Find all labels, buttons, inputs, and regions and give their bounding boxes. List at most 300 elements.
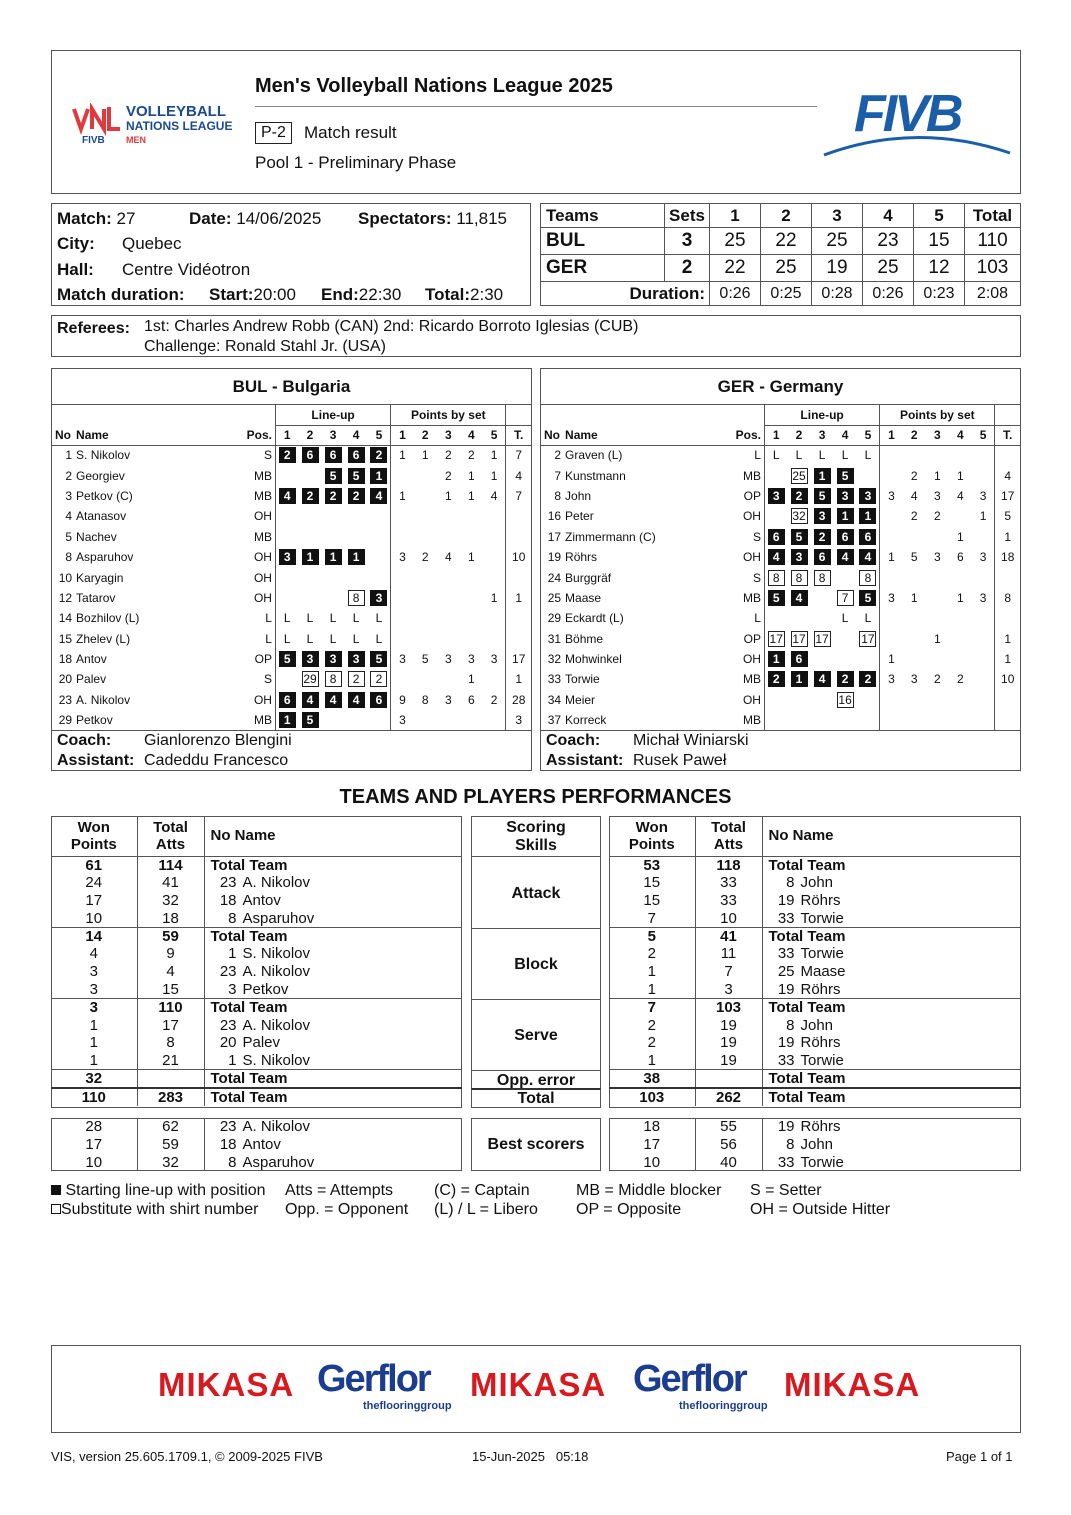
player-number: 23 [219,1118,237,1136]
lineup-cell [788,527,811,547]
player-row [541,710,1020,730]
set-points: 2 [933,672,941,687]
player-cell [204,1016,462,1034]
set-points: 3 [399,550,406,565]
set-points [926,527,949,547]
player-row [541,547,1020,567]
player-number: 16 [547,509,562,524]
lineup-cell [275,608,298,628]
player-position: OH [715,649,764,669]
lineup-cell [345,527,368,547]
player-position: L [226,629,275,649]
total-atts: 15 [137,981,204,999]
score-row-bul [541,228,1021,255]
player-name: Mohwinkel [565,652,622,667]
col-points-set-header: 4 [460,425,483,445]
performance-row [609,909,1021,927]
lineup-cell [811,588,834,608]
lineup-cell [345,547,368,567]
player-row [541,445,1020,465]
player-row [541,629,1020,649]
set-points [926,690,949,710]
total-atts: 59 [137,927,204,945]
starting-position-marker: 4 [370,488,387,504]
set-points [903,690,926,710]
player-cell [762,963,1021,981]
set-points: 2 [910,468,918,483]
mikasa-logo: MIKASA [470,1366,607,1403]
player-number: 4 [65,509,73,524]
set-points: 3 [444,692,452,707]
set-points [926,445,949,465]
substitute-marker: 8 [768,570,785,586]
performance-row [51,963,462,981]
player-number: 23 [219,963,237,981]
legend-op: OP = Opposite [576,1201,682,1218]
sets-won: 3 [665,228,710,255]
skill-total: Total [471,1088,601,1108]
player-row [541,465,1020,485]
total-atts: 103 [695,998,762,1016]
lineup-cell [322,690,345,710]
set-points [483,710,506,730]
player-name: Korreck [565,713,607,728]
lineup-cell [764,567,787,587]
lineup-cell [811,669,834,689]
lineup-header: Line-up [275,405,390,425]
player-position: OP [715,486,764,506]
player-total-points: 4 [515,468,523,483]
won-points: 17 [51,892,137,910]
set-points [483,506,506,526]
player-name: Torwie [565,672,600,687]
score-table [540,203,1021,306]
roster-header-blank [506,405,531,425]
player-total-points [506,629,531,649]
player-total-points: 7 [515,448,523,463]
set-points [414,669,437,689]
player-cell [762,1016,1021,1034]
lineup-header: Line-up [764,405,879,425]
player-cell [762,1088,1021,1106]
player-number: 25 [777,963,795,981]
starting-position-marker: 2 [370,447,387,463]
set-points [903,629,926,649]
lineup-cell [811,486,834,506]
col-lineup-set-header: 1 [275,425,298,445]
date-label: Date: [189,209,232,228]
gerflor-wordmark: Gerflor [633,1358,746,1400]
lineup-cell [299,486,322,506]
lineup-cell [368,445,391,465]
lineup-cell [322,445,345,465]
player-position: OH [715,547,764,567]
vnl-logo-line2: NATIONS LEAGUE [126,119,233,133]
starting-position-marker: 3 [302,651,319,667]
best-scorers-label: Best scorers [471,1118,601,1171]
won-points: 17 [51,1136,137,1154]
set-points: 3 [972,588,995,608]
lineup-cell [764,669,787,689]
set-points [926,710,949,730]
player-total-points: 1 [1004,652,1012,667]
player-cell [762,927,1021,945]
total-score: 110 [965,228,1021,255]
player-total-points [995,567,1020,587]
roster-header-blank [52,405,275,425]
performance-row [609,874,1021,892]
player-position: L [226,608,275,628]
total-atts: 110 [137,998,204,1016]
set-points [926,608,949,628]
col-pos-header: Pos. [715,425,764,445]
lineup-cell [299,445,322,465]
player-cell [204,909,462,927]
libero-marker: L [864,448,872,463]
player-name: Maase [800,963,846,981]
lineup-cell [368,629,391,649]
set-points: 3 [399,713,406,728]
set-points [391,465,414,485]
lineup-cell [764,506,787,526]
lineup-cell [788,690,811,710]
performance-row [609,1118,1021,1136]
lineup-cell [811,465,834,485]
player-number: 23 [58,692,73,707]
lineup-cell [275,486,298,506]
player-name: Peter [565,509,594,524]
set-score: 25 [710,228,761,255]
sets-won: 2 [665,255,710,282]
lineup-cell [834,547,857,567]
performance-row [609,1016,1021,1034]
team-code: GER [541,255,665,282]
starting-position-marker: 6 [859,529,876,545]
won-points: 53 [609,856,695,874]
player-name: Palev [242,1034,281,1052]
player-position: MB [226,527,275,547]
start-label: Start: [209,285,254,304]
set-points: 5 [910,550,918,565]
libero-marker: L [283,611,291,626]
total-atts: 7 [695,963,762,981]
lineup-cell [345,690,368,710]
team-code: BUL [541,228,665,255]
starting-position-marker: 1 [370,468,387,484]
footer-version: VIS, version 25.605.1709.1, © 2009-2025 FIVB [51,1449,323,1464]
lineup-cell [764,527,787,547]
lineup-cell [368,588,391,608]
starting-position-marker: 5 [348,468,365,484]
substitute-marker: 17 [861,631,875,646]
player-row [541,669,1020,689]
set-points: 6 [468,692,475,707]
player-row [541,527,1020,547]
won-points: 3 [51,981,137,999]
lineup-cell [275,547,298,567]
assistant-label: Assistant: [546,752,624,769]
set-points: 1 [933,631,941,646]
won-points: 24 [51,874,137,892]
starting-position-marker: 6 [768,529,785,545]
player-row [541,567,1020,587]
player-name: Total Team [768,1089,846,1107]
player-number: 19 [777,1034,795,1052]
skill-serve: Serve [471,999,601,1071]
player-position: OH [226,547,275,567]
substitute-marker: 16 [838,692,852,707]
points-by-set-header: Points by set [391,405,506,425]
set-points: 5 [421,652,429,667]
player-row [52,465,531,485]
won-points: 15 [609,874,695,892]
total-atts: 10 [695,909,762,927]
roster-table [52,405,531,730]
set-score: 25 [761,255,812,282]
starting-position-marker: 3 [837,488,854,504]
referees-label: Referees: [57,320,130,337]
player-number: 23 [219,1016,237,1034]
set-points [880,567,903,587]
won-points: 1 [609,1052,695,1070]
lineup-cell [345,608,368,628]
best-scorers-bul [51,1118,462,1171]
col-lineup-set-header: 3 [811,425,834,445]
lineup-cell [834,710,857,730]
total-atts: 19 [695,1052,762,1070]
won-points: 14 [51,927,137,945]
lineup-cell [368,486,391,506]
lineup-cell [299,527,322,547]
total-atts: 40 [695,1154,762,1172]
mikasa-logo: MIKASA [784,1366,921,1403]
player-number: 10 [58,570,73,585]
set-points [437,629,460,649]
score-header-set5: 5 [914,204,965,228]
starting-position-marker: 3 [325,651,342,667]
libero-marker: L [375,611,383,626]
set-points [949,649,972,669]
lineup-cell [345,629,368,649]
set-points [903,710,926,730]
set-score: 25 [863,255,914,282]
starting-position-marker: 5 [814,488,831,504]
page-title: Men's Volleyball Nations League 2025 [255,75,613,97]
lineup-cell [834,567,857,587]
vnl-logo [72,103,242,145]
starting-position-marker: 4 [837,549,854,565]
player-row [541,486,1020,506]
substitute-marker: 8 [814,570,831,586]
no-name-header: No Name [204,816,462,856]
title-divider [255,106,817,107]
lineup-cell [299,465,322,485]
set-score: 15 [914,228,965,255]
player-number: 29 [58,713,73,728]
set-points [972,710,995,730]
set-duration: 0:25 [761,282,812,306]
legend-mb: MB = Middle blocker [576,1182,722,1199]
substitute-marker: 17 [815,631,829,646]
libero-marker: L [352,631,360,646]
lineup-cell [322,710,345,730]
lineup-cell [788,567,811,587]
skill-block: Block [471,928,601,1000]
player-number: 8 [228,909,237,927]
player-cell [762,998,1021,1016]
set-points [391,588,414,608]
lineup-cell [368,506,391,526]
won-points: 28 [51,1118,137,1136]
legend-atts: Atts = Attempts [285,1182,394,1199]
score-header-set3: 3 [812,204,863,228]
player-number: 3 [228,980,237,998]
substitute-marker: 2 [370,671,387,687]
performance-row [609,998,1021,1016]
gerflor-logo [317,1358,452,1412]
lineup-cell [322,567,345,587]
set-points [972,608,995,628]
coach-name: Gianlorenzo Blengini [144,732,292,749]
lineup-cell [811,710,834,730]
player-number: 37 [547,713,562,728]
player-number: 19 [777,891,795,909]
player-cell [204,1052,462,1070]
player-position: MB [226,710,275,730]
player-position: OH [226,588,275,608]
lineup-cell [834,690,857,710]
player-total-points: 5 [1004,509,1012,524]
lineup-cell [857,649,880,669]
player-row [541,608,1020,628]
lineup-cell [857,506,880,526]
won-points: 3 [51,963,137,981]
lineup-cell [322,506,345,526]
won-points: 2 [609,1034,695,1052]
starting-position-marker: 3 [279,549,296,565]
lineup-cell [764,465,787,485]
starting-position-marker: 1 [837,508,854,524]
player-number: 8 [786,1136,795,1154]
vnl-logo-line3: MEN [126,135,146,145]
lineup-cell [788,669,811,689]
performance-row [51,927,462,945]
total-score: 103 [965,255,1021,282]
total-atts: 41 [695,927,762,945]
player-number: 8 [228,1153,237,1171]
starting-position-marker: 3 [814,508,831,524]
legend-captain: (C) = Captain [434,1182,530,1199]
skill-opp-error: Opp. error [471,1070,601,1089]
set-duration: 0:26 [863,282,914,306]
set-points [460,608,483,628]
lineup-cell [834,445,857,465]
lineup-cell [368,527,391,547]
set-points [391,506,414,526]
player-name: S. Nikolov [242,1051,311,1069]
no-name-header: No Name [762,816,1021,856]
set-points [437,669,460,689]
match-number: 27 [116,209,136,228]
player-number: 17 [547,529,562,544]
coach-label: Coach: [546,732,601,749]
player-number: 18 [219,891,237,909]
player-position: S [715,567,764,587]
col-points-set-header: 5 [972,425,995,445]
won-points: 5 [609,927,695,945]
total-atts: 11 [695,945,762,963]
lineup-cell [299,629,322,649]
fivb-logo [820,85,1012,159]
phase-label: Pool 1 - Preliminary Phase [255,153,457,172]
lineup-cell [322,608,345,628]
starting-position-marker: 6 [279,692,296,708]
libero-marker: L [795,448,803,463]
player-cell [762,874,1021,892]
performance-row [609,1088,1021,1106]
lineup-cell [345,506,368,526]
lineup-cell [322,486,345,506]
player-position: OH [226,506,275,526]
lineup-cell [811,567,834,587]
set-points [903,527,926,547]
player-name: John [800,1136,834,1154]
performance-row [609,856,1021,874]
lineup-cell [299,567,322,587]
lineup-cell [275,690,298,710]
set-points: 4 [483,486,506,506]
set-points: 3 [399,652,406,667]
score-header-set2: 2 [761,204,812,228]
libero-marker: L [306,631,314,646]
legend-oh: OH = Outside Hitter [750,1201,891,1218]
best-scorers-ger [609,1118,1021,1171]
performance-row [609,1070,1021,1089]
total-atts: 32 [137,1154,204,1172]
performance-row [609,945,1021,963]
player-position: MB [715,588,764,608]
lineup-cell [857,669,880,689]
lineup-cell [764,588,787,608]
set-points [926,567,949,587]
total-atts: 18 [137,909,204,927]
total-atts: 56 [695,1136,762,1154]
player-name: Antov [242,891,281,909]
set-points: 1 [399,488,406,503]
substitute-marker: 25 [792,468,806,483]
total-duration: 2:08 [965,282,1021,306]
substitute-marker: 29 [303,672,317,687]
player-number: 29 [547,611,562,626]
starting-position-marker: 5 [325,468,342,484]
player-total-points [506,608,531,628]
player-number: 33 [777,1051,795,1069]
legend-setter: S = Setter [750,1182,822,1199]
total-atts: 21 [137,1052,204,1070]
lineup-cell [275,669,298,689]
won-points: 1 [609,963,695,981]
score-header-teams: Teams [541,204,665,228]
set-points [437,608,460,628]
performance-row [609,981,1021,999]
substitute-marker: 2 [348,671,365,687]
set-score: 23 [863,228,914,255]
lineup-cell [834,465,857,485]
set-points: 1 [399,448,406,463]
total-atts: 59 [137,1136,204,1154]
set-points [972,567,995,587]
set-points [926,649,949,669]
